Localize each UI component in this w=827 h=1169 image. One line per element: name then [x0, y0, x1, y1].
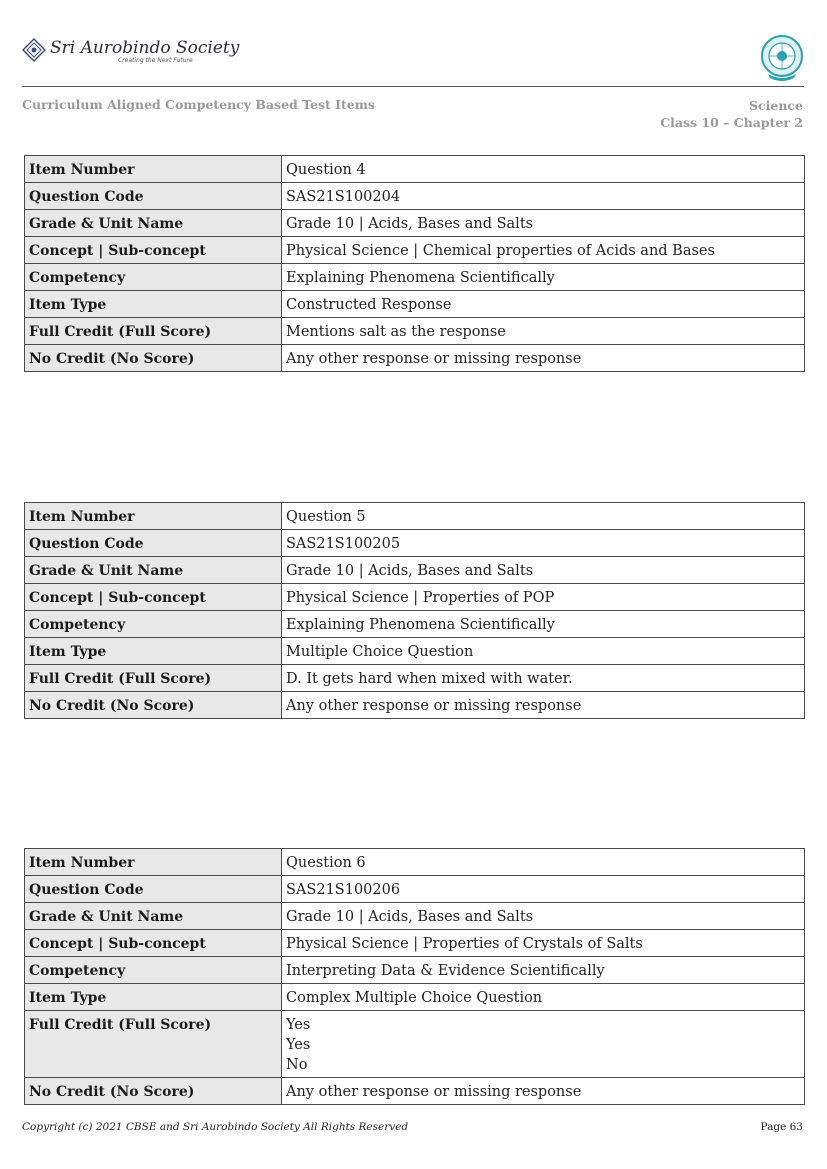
subject-chapter	[660, 97, 803, 131]
table-row	[25, 156, 805, 183]
row-value: Question 6	[282, 849, 805, 876]
table-row	[25, 876, 805, 903]
table-row	[25, 183, 805, 210]
row-value: Physical Science | Chemical properties of Acids and Bases	[282, 237, 805, 264]
row-value: SAS21S100204	[282, 183, 805, 210]
table-row	[25, 930, 805, 957]
row-label: Competency	[25, 264, 282, 291]
row-label: Item Number	[25, 156, 282, 183]
sri-aurobindo-society-logo	[22, 36, 240, 68]
table-row	[25, 611, 805, 638]
table-row	[25, 530, 805, 557]
table-row	[25, 345, 805, 372]
page-number: Page 63	[760, 1121, 803, 1133]
row-value: Physical Science | Properties of Crystals of Salts	[282, 930, 805, 957]
chapter-label: Class 10 – Chapter 2	[660, 115, 803, 130]
row-label: Grade & Unit Name	[25, 557, 282, 584]
item-table-question-6	[24, 848, 805, 1105]
row-label: Item Type	[25, 638, 282, 665]
row-label: Question Code	[25, 530, 282, 557]
row-value: Explaining Phenomena Scientifically	[282, 264, 805, 291]
row-value: Explaining Phenomena Scientifically	[282, 611, 805, 638]
table-row	[25, 1011, 805, 1078]
table-row	[25, 503, 805, 530]
row-value: SAS21S100206	[282, 876, 805, 903]
row-value: Mentions salt as the response	[282, 318, 805, 345]
document-title: Curriculum Aligned Competency Based Test Items	[22, 97, 375, 112]
table-row	[25, 984, 805, 1011]
row-label: Competency	[25, 611, 282, 638]
row-value: Question 4	[282, 156, 805, 183]
answer-1: Yes	[286, 1017, 311, 1033]
row-value: Grade 10 | Acids, Bases and Salts	[282, 903, 805, 930]
table-row	[25, 291, 805, 318]
table-row	[25, 903, 805, 930]
row-value: Any other response or missing response	[282, 345, 805, 372]
row-label: No Credit (No Score)	[25, 692, 282, 719]
table-row	[25, 638, 805, 665]
society-emblem-icon	[22, 38, 46, 62]
row-label: Item Number	[25, 849, 282, 876]
table-row	[25, 665, 805, 692]
row-label: Concept | Sub-concept	[25, 237, 282, 264]
row-label: Item Type	[25, 291, 282, 318]
item-table-question-5	[24, 502, 805, 719]
table-row	[25, 849, 805, 876]
table-row	[25, 692, 805, 719]
table-row	[25, 210, 805, 237]
row-value: Complex Multiple Choice Question	[282, 984, 805, 1011]
row-label: Item Number	[25, 503, 282, 530]
table-row	[25, 957, 805, 984]
item-table-question-4	[24, 155, 805, 372]
table-row	[25, 557, 805, 584]
row-label: Item Type	[25, 984, 282, 1011]
header-rule	[22, 86, 804, 87]
row-value: Grade 10 | Acids, Bases and Salts	[282, 210, 805, 237]
row-label: Competency	[25, 957, 282, 984]
row-value: Question 5	[282, 503, 805, 530]
copyright-notice: Copyright (c) 2021 CBSE and Sri Aurobindo Society All Rights Reserved	[22, 1121, 409, 1133]
row-label: Grade & Unit Name	[25, 210, 282, 237]
row-label: Full Credit (Full Score)	[25, 1011, 282, 1078]
row-label: Question Code	[25, 183, 282, 210]
row-label: Question Code	[25, 876, 282, 903]
row-value: Constructed Response	[282, 291, 805, 318]
table-row	[25, 264, 805, 291]
row-label: Concept | Sub-concept	[25, 584, 282, 611]
row-value: Multiple Choice Question	[282, 638, 805, 665]
row-label: Full Credit (Full Score)	[25, 318, 282, 345]
answer-3: No	[286, 1057, 308, 1073]
logo-tagline: Creating the Next Future	[118, 57, 193, 64]
table-row	[25, 318, 805, 345]
row-value: Grade 10 | Acids, Bases and Salts	[282, 557, 805, 584]
row-label: Concept | Sub-concept	[25, 930, 282, 957]
cbse-seal-logo	[760, 34, 804, 82]
row-value: Any other response or missing response	[282, 692, 805, 719]
table-row	[25, 1078, 805, 1105]
table-row	[25, 237, 805, 264]
row-value-list	[282, 1011, 805, 1078]
logo-text: Sri Aurobindo Society	[50, 38, 240, 58]
row-label: Full Credit (Full Score)	[25, 665, 282, 692]
table-row	[25, 584, 805, 611]
row-value: Interpreting Data & Evidence Scientifically	[282, 957, 805, 984]
row-label: No Credit (No Score)	[25, 345, 282, 372]
row-label: No Credit (No Score)	[25, 1078, 282, 1105]
subject-label: Science	[749, 98, 803, 113]
row-value: SAS21S100205	[282, 530, 805, 557]
row-value: Any other response or missing response	[282, 1078, 805, 1105]
row-value: D. It gets hard when mixed with water.	[282, 665, 805, 692]
row-label: Grade & Unit Name	[25, 903, 282, 930]
answer-2: Yes	[286, 1037, 311, 1053]
row-value: Physical Science | Properties of POP	[282, 584, 805, 611]
